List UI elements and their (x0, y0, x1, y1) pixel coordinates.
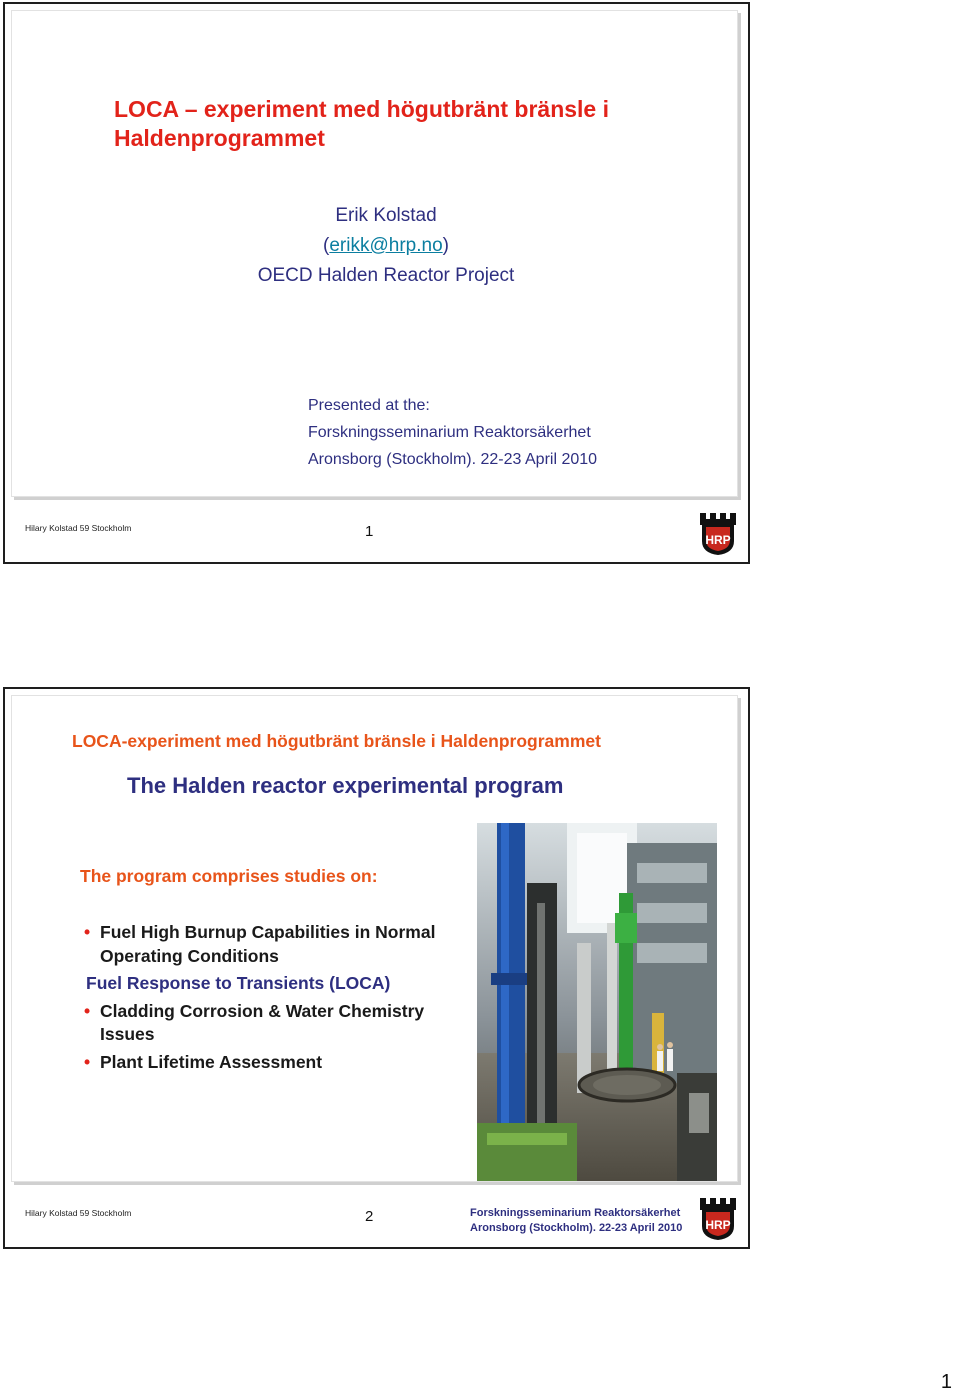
reactor-hall-photo (477, 823, 717, 1181)
footer-seminar: Forskningsseminarium Reaktorsäkerhet (470, 1207, 681, 1219)
author-name: Erik Kolstad (335, 205, 437, 226)
venue-date: Aronsborg (Stockholm). 22-23 April 2010 (308, 451, 598, 468)
slide-1-content (11, 10, 738, 497)
slide-2 (3, 687, 750, 1249)
list-item-text: Fuel High Burnup Capabilities in Normal Operating Conditions (100, 922, 436, 966)
slide-1-title: LOCA – experiment med högutbränt bränsle i Haldenprogrammet (114, 96, 610, 151)
email-open-paren: ( (323, 235, 330, 256)
slide-number: 1 (365, 523, 374, 540)
list-item-text: Cladding Corrosion & Water Chemistry Issues (100, 1000, 425, 1044)
slide-2-header: LOCA-experiment med högutbränt bränsle i Haldenprogrammet (72, 731, 601, 751)
presented-label: Presented at the: (308, 397, 430, 414)
list-item (82, 1051, 472, 1075)
page-number: 1 (940, 1371, 952, 1393)
presentation-info (308, 392, 597, 473)
logo-text: HRP (705, 533, 731, 547)
hrp-logo-icon (698, 511, 740, 557)
bullet-icon: • (84, 922, 91, 942)
list-item (82, 972, 472, 996)
author-block (182, 201, 590, 291)
footer-presenter: Hilary Kolstad 59 Stockholm (25, 523, 132, 533)
program-intro: The program comprises studies on: (80, 866, 378, 886)
slide-1-footer (5, 507, 748, 562)
bullet-icon: • (84, 1051, 91, 1072)
slide-2-content (11, 695, 738, 1182)
program-list (82, 921, 472, 1078)
slide-number: 2 (365, 1208, 374, 1225)
author-email-link[interactable]: erikk@hrp.no (329, 235, 443, 256)
email-close-paren: ) (442, 235, 449, 256)
slide-1 (3, 2, 750, 564)
list-item-text: Plant Lifetime Assessment (100, 1051, 323, 1072)
bullet-icon: • (84, 1000, 91, 1021)
author-email-line (182, 231, 590, 261)
slide-2-title: The Halden reactor experimental program (127, 773, 564, 798)
organization: OECD Halden Reactor Project (257, 265, 515, 286)
hrp-logo-icon (698, 1196, 740, 1242)
seminar-name: Forskningsseminarium Reaktorsäkerhet (308, 424, 591, 441)
slide-2-footer (5, 1192, 748, 1247)
footer-event-info (470, 1206, 682, 1236)
list-item-text: Fuel Response to Transients (LOCA) (86, 973, 391, 993)
logo-text: HRP (705, 1218, 731, 1232)
list-item (82, 1000, 472, 1047)
footer-venue-date: Aronsborg (Stockholm). 22-23 April 2010 (470, 1222, 683, 1234)
list-item (82, 921, 472, 968)
footer-presenter: Hilary Kolstad 59 Stockholm (25, 1208, 132, 1218)
